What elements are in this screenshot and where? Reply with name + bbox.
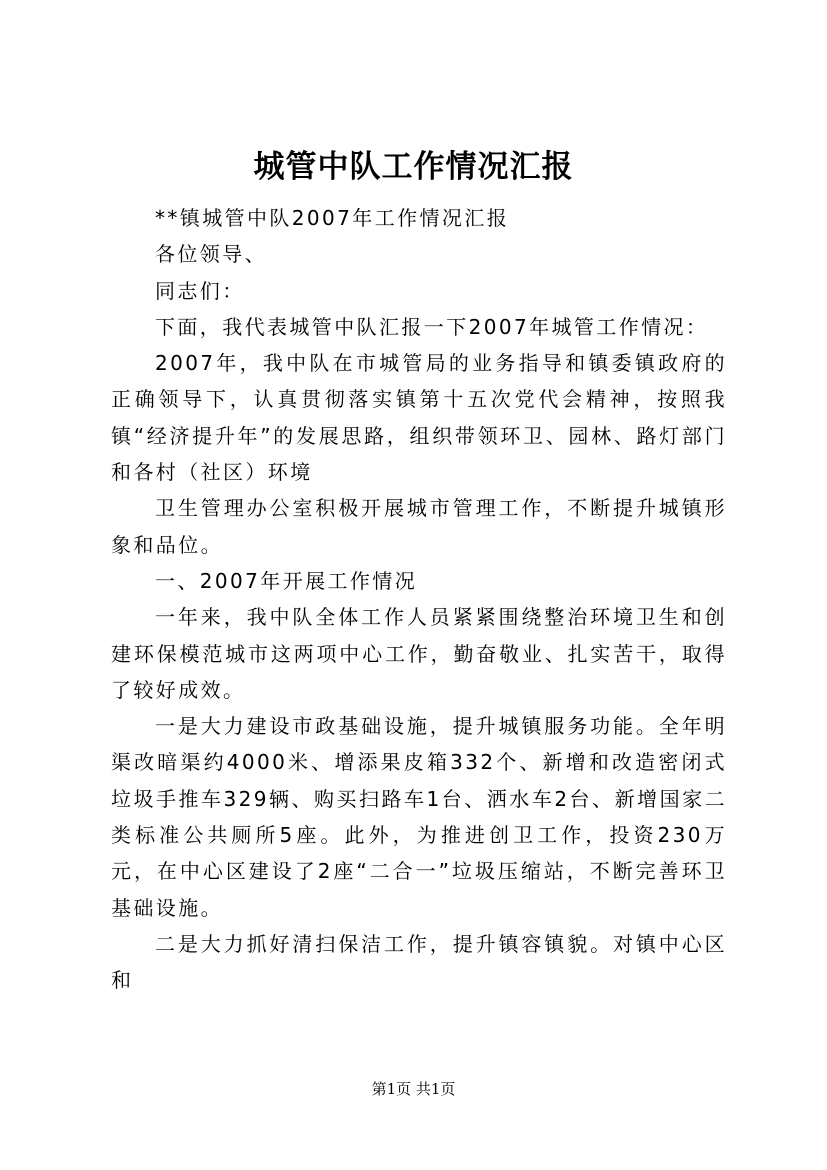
page-footer: 第1页 共1页 <box>371 1080 456 1098</box>
paragraph-overview-continued: 卫生管理办公室积极开展城市管理工作，不断提升城镇形象和品位。 <box>111 496 727 557</box>
document-body <box>111 200 727 999</box>
paragraph-overview: 2007年，我中队在市城管局的业务指导和镇委镇政府的正确领导下，认真贯彻落实镇第十五次党代会精神，按照我镇“经济提升年”的发展思路，组织带领环卫、园林、路灯部门和各村（社区）环境 <box>111 351 727 485</box>
paragraph-greeting-leaders: 各位领导、 <box>155 242 267 267</box>
paragraph-heading-line: **镇城管中队2007年工作情况汇报 <box>155 206 510 230</box>
paragraph-infrastructure: 一是大力建设市政基础设施，提升城镇服务功能。全年明渠改暗渠约4000米、增添果皮箱332个、新增和改造密闭式垃圾手推车329辆、购买扫路车1台、洒水车2台、新增国家二类标准公共厕所5座。此外，为推进创卫工作，投资230万元，在中心区建设了2座“二合一”垃圾压缩站，不断完善环卫基础设施。 <box>111 714 727 920</box>
paragraph-greeting-comrades: 同志们： <box>155 278 245 303</box>
document-title: 城管中队工作情况汇报 <box>253 149 574 185</box>
paragraph-intro: 下面，我代表城管中队汇报一下2007年城管工作情况： <box>155 314 709 339</box>
paragraph-cleaning: 二是大力抓好清扫保洁工作，提升镇容镇貌。对镇中心区和 <box>111 931 727 993</box>
paragraph-year-summary: 一年来，我中队全体工作人员紧紧围绕整治环境卫生和创建环保模范城市这两项中心工作，勤奋敬业、扎实苦干，取得了较好成效。 <box>111 605 727 702</box>
section-heading-work-status: 一、2007年开展工作情况 <box>155 568 418 593</box>
